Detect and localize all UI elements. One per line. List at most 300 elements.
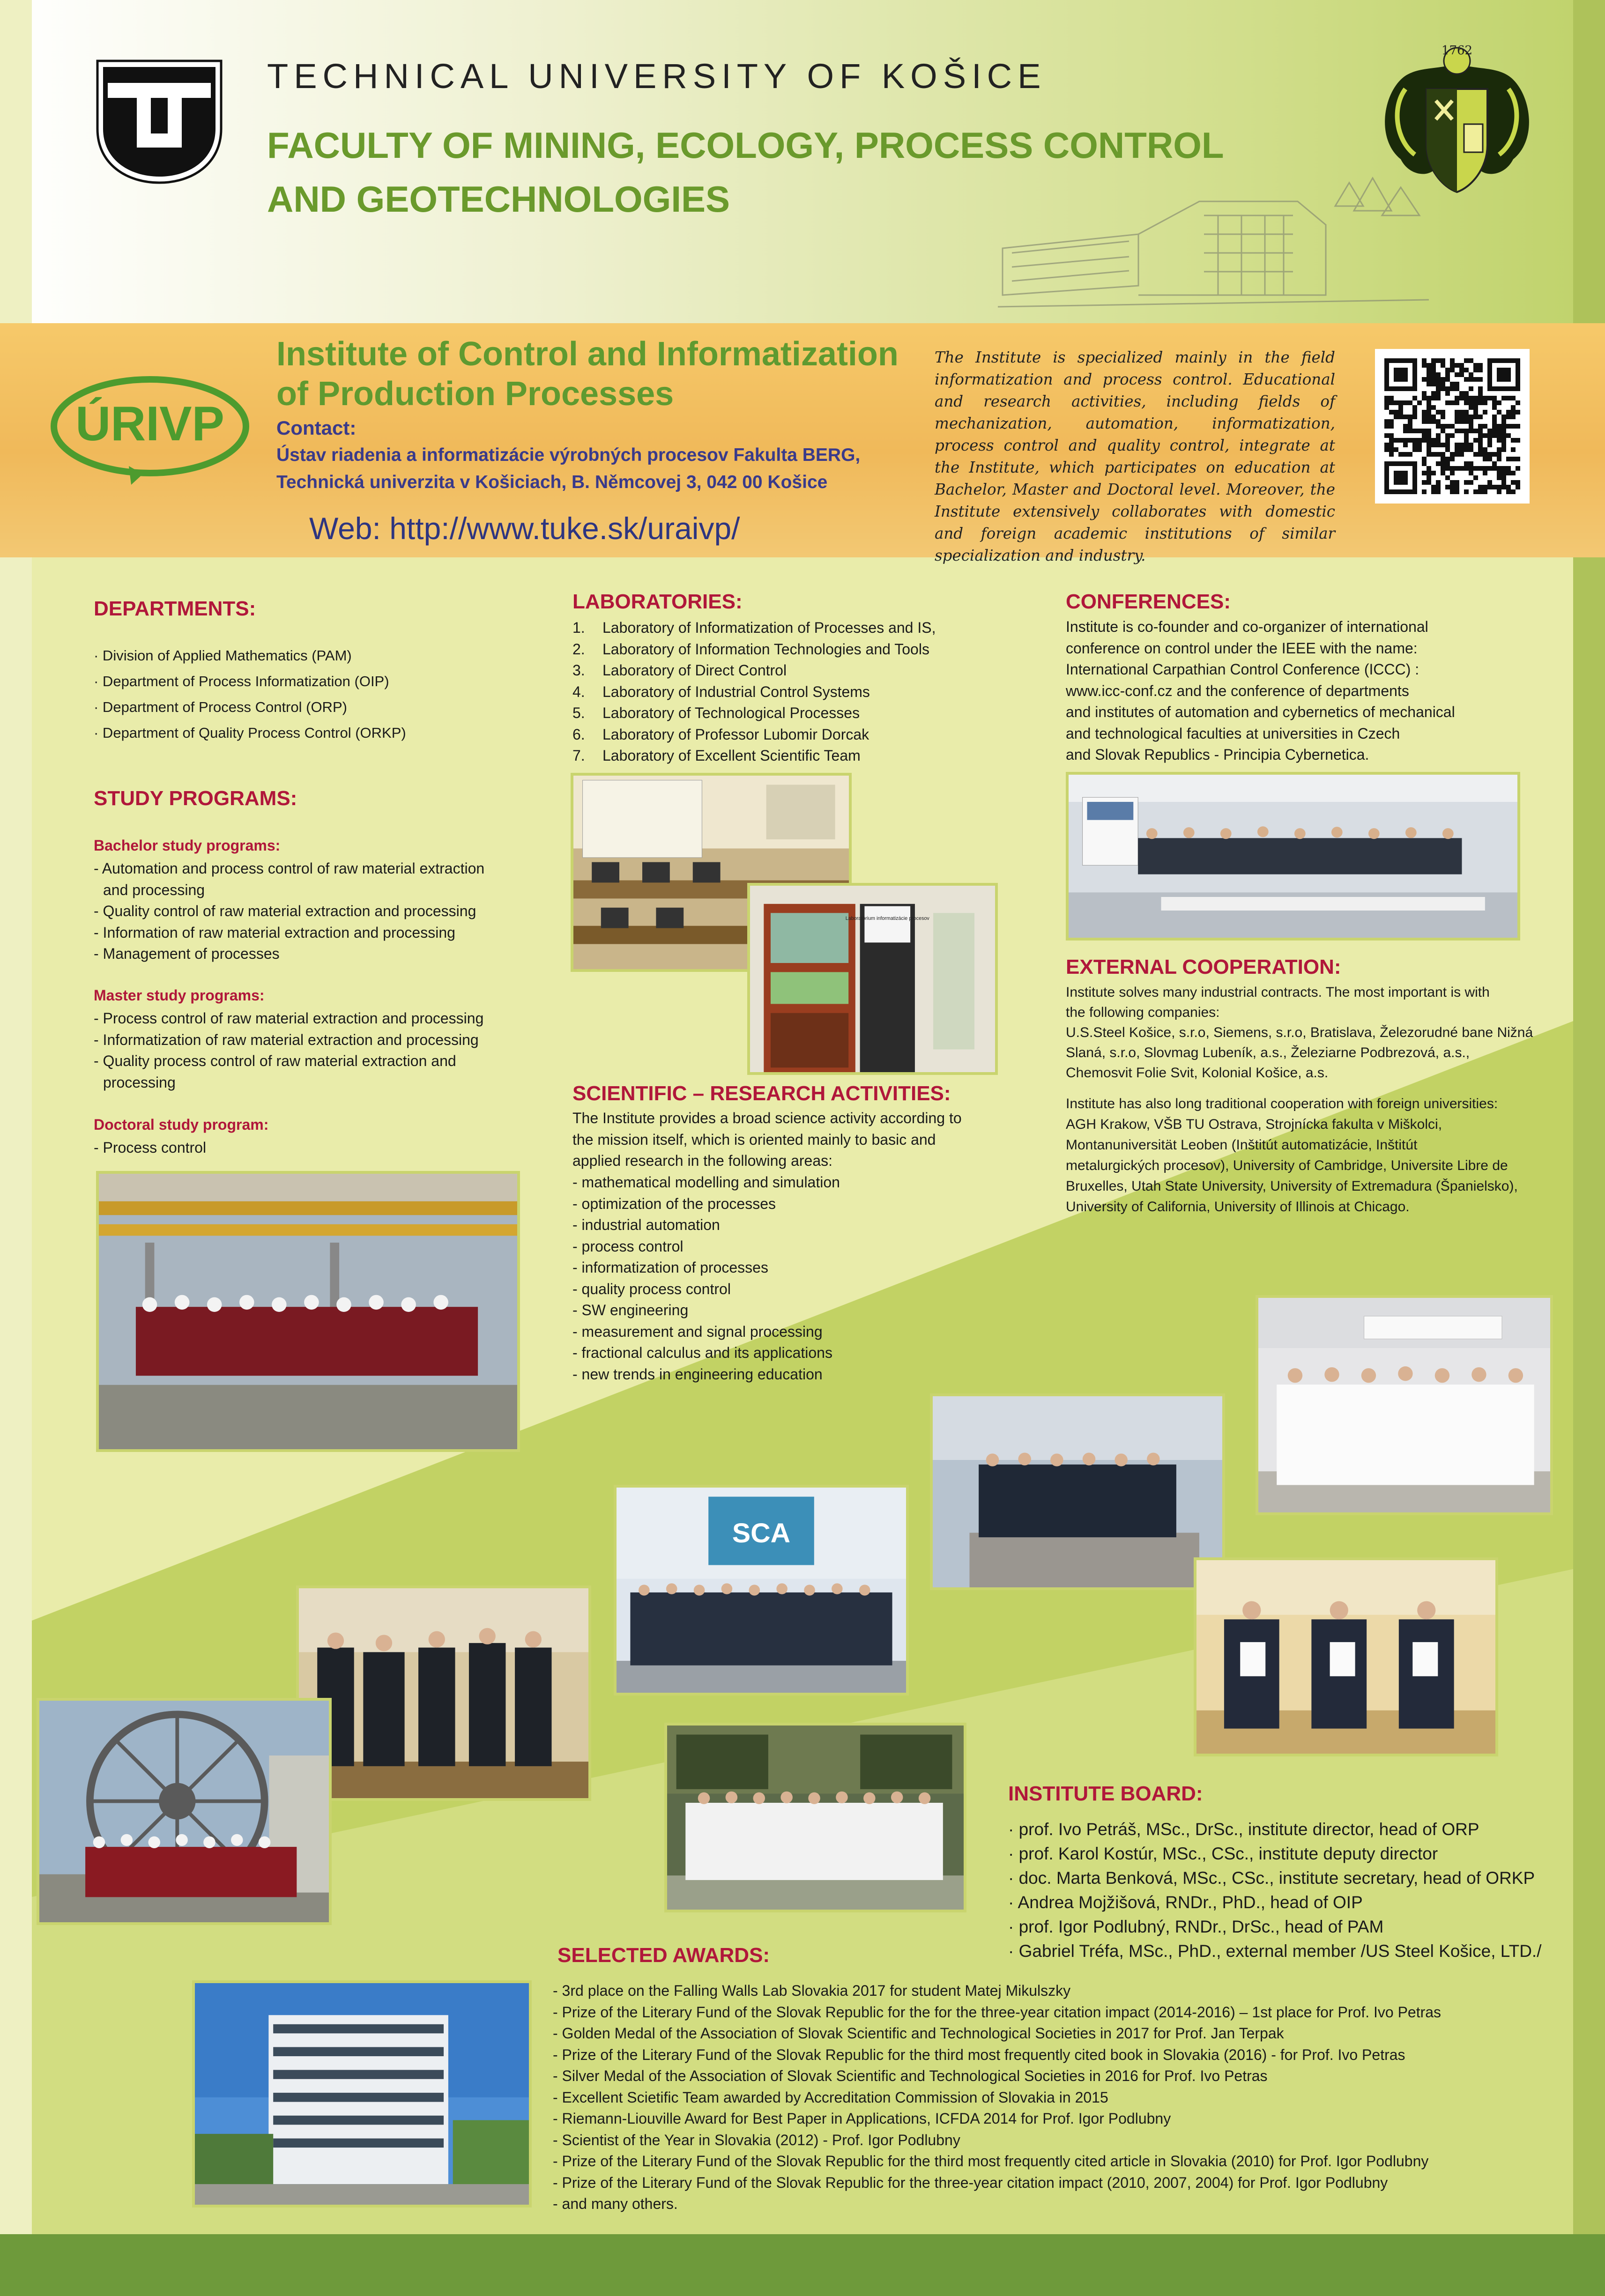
qr-module [1408,424,1412,429]
qr-module [1431,415,1436,419]
list-item: - SW engineering [572,1302,689,1318]
master-list [94,1008,483,1093]
qr-module [1473,368,1478,372]
qr-module [1497,438,1501,443]
qr-module [1459,391,1464,396]
qr-module [1450,358,1455,363]
uraivp-logo [49,370,251,487]
sca-visit-photo [614,1485,909,1696]
qr-module [1431,372,1436,377]
laboratories-list [572,617,936,767]
qr-module [1455,419,1459,424]
qr-module [1469,471,1473,475]
qr-module [1492,461,1497,466]
qr-module [1431,396,1436,400]
qr-module [1492,485,1497,489]
qr-module [1403,415,1408,419]
qr-module [1422,415,1427,419]
qr-module [1445,443,1450,447]
qr-module [1464,396,1469,400]
qr-module [1497,424,1501,429]
lab-sign: Laboratórium informatizácie procesov [845,915,929,921]
qr-module [1516,438,1520,443]
external-companies: U.S.Steel Košice, s.r.o, Siemens, s.r.o, Bratislava, Železorudné bane Nižná Slaná, s.r.o, Slovmag Lubeník, a.s., Železiarne Podbrezová, a.s., Chemosvit Folie Svit, Kolonial Košice, a.s. [1066,1025,1533,1081]
tu-kosice-logo [94,59,225,185]
qr-module [1445,377,1450,382]
qr-module [1478,363,1483,368]
qr-module [1487,466,1492,471]
qr-module [1445,400,1450,405]
qr-module [1483,489,1487,494]
departments-heading: DEPARTMENTS: [94,597,256,620]
qr-module [1473,400,1478,405]
qr-module [1427,480,1431,485]
qr-module [1501,475,1506,480]
qr-module [1445,466,1450,471]
qr-module [1511,405,1516,410]
qr-module [1441,443,1445,447]
qr-module [1511,447,1516,452]
qr-module [1398,415,1403,419]
qr-module [1431,452,1436,457]
qr-module [1431,471,1436,475]
students-group-photo [96,1171,520,1452]
list-item: - Management of processes [94,945,280,962]
qr-module [1501,438,1506,443]
department-item: · Department of Process Informatization (OIP) [94,673,389,689]
qr-module [1450,457,1455,461]
qr-module [1441,429,1445,433]
qr-module [1408,438,1412,443]
bottom-bar [0,2234,1605,2296]
qr-module [1492,452,1497,457]
list-item: - fractional calculus and its applications [572,1344,832,1361]
list-item: 3. Laboratory of Direct Control [572,662,787,679]
qr-module [1436,438,1441,443]
qr-module [1478,391,1483,396]
list-item: - Prize of the Literary Fund of the Slovak Republic for the third most frequently cited book in Slovakia (2016) - for Prof. Ivo Petras [553,2046,1405,2063]
list-item: - Informatization of raw material extraction and processing [94,1031,479,1048]
list-item: - and many others. [553,2195,678,2212]
qr-module [1506,433,1511,438]
qr-module [1501,480,1506,485]
qr-module [1501,429,1506,433]
qr-module [1431,358,1436,363]
qr-module [1422,480,1427,485]
qr-module [1450,489,1455,494]
qr-module [1417,429,1422,433]
qr-module [1511,457,1516,461]
qr-module [1501,485,1506,489]
qr-module [1412,429,1417,433]
qr-module [1455,466,1459,471]
qr-module [1501,415,1506,419]
qr-module [1455,489,1459,494]
qr-module [1403,452,1408,457]
awards-heading: SELECTED AWARDS: [557,1944,770,1967]
qr-module [1436,410,1441,415]
qr-module [1492,396,1497,400]
qr-module [1384,433,1389,438]
qr-module [1487,438,1492,443]
qr-module [1403,400,1408,405]
qr-module [1408,419,1412,424]
qr-code[interactable] [1375,349,1530,504]
qr-module [1469,396,1473,400]
qr-module [1412,405,1417,410]
qr-module [1445,372,1450,377]
qr-module [1516,480,1520,485]
qr-module [1427,447,1431,452]
contact-heading: Contact: [276,417,357,439]
list-item: - 3rd place on the Falling Walls Lab Slovakia 2017 for student Matej Mikulszky [553,1982,1071,1999]
qr-module [1511,471,1516,475]
qr-module [1469,443,1473,447]
qr-module [1412,410,1417,415]
qr-module [1487,485,1492,489]
qr-module [1506,471,1511,475]
list-item: · doc. Marta Benková, MSc., CSc., institute secretary, head of ORKP [1008,1868,1535,1888]
qr-module [1431,391,1436,396]
qr-module [1450,424,1455,429]
faculty-title-line1: FACULTY OF MINING, ECOLOGY, PROCESS CONTROL [267,125,1224,166]
doctoral-list [94,1137,206,1159]
conferences-heading: CONFERENCES: [1066,590,1231,613]
qr-module [1469,429,1473,433]
list-item: - informatization of processes [572,1259,768,1276]
list-item: - Process control [94,1139,207,1156]
qr-module [1422,391,1427,396]
study-programs-heading: STUDY PROGRAMS: [94,787,297,810]
qr-module [1478,400,1483,405]
qr-module [1464,419,1469,424]
qr-module [1483,471,1487,475]
list-item: · prof. Igor Podlubný, RNDr., DrSc., head of PAM [1008,1917,1384,1936]
qr-module [1483,452,1487,457]
list-item: - Quality control of raw material extraction and processing [94,903,476,919]
qr-module [1436,485,1441,489]
university-name: TECHNICAL UNIVERSITY OF KOŠICE [267,57,1047,96]
qr-module [1497,471,1501,475]
scientific-list [572,1172,840,1385]
contact-address-line2: Technická univerzita v Košiciach, B. Němcovej 3, 042 00 Košice [276,472,828,492]
list-item: processing [103,1074,176,1091]
list-item: 7. Laboratory of Excellent Scientific Team [572,747,861,764]
qr-module [1492,405,1497,410]
qr-module [1427,363,1431,368]
qr-module [1389,447,1394,452]
qr-module [1436,489,1441,494]
qr-module [1455,429,1459,433]
qr-module [1441,415,1445,419]
qr-module [1455,485,1459,489]
qr-module [1398,452,1403,457]
qr-module [1469,415,1473,419]
qr-module [1459,419,1464,424]
bachelor-heading: Bachelor study programs: [94,837,281,854]
qr-module [1422,410,1427,415]
qr-module [1441,410,1445,415]
list-item: and processing [103,881,205,898]
list-item: 2. Laboratory of Information Technologies and Tools [572,640,929,658]
list-item: - quality process control [572,1280,731,1297]
qr-module [1506,485,1511,489]
qr-module [1464,410,1469,415]
qr-module [1436,396,1441,400]
list-item: - Automation and process control of raw material extraction [94,860,485,877]
qr-module [1450,433,1455,438]
qr-module [1422,433,1427,438]
building-sketch [998,173,1429,314]
qr-module [1431,438,1436,443]
doctoral-heading: Doctoral study program: [94,1116,269,1133]
qr-module [1427,396,1431,400]
qr-module [1436,382,1441,386]
qr-module [1492,466,1497,471]
qr-module [1497,452,1501,457]
qr-module [1422,489,1427,494]
qr-module [1427,372,1431,377]
qr-module [1473,410,1478,415]
qr-module [1455,363,1459,368]
qr-module [1455,480,1459,485]
qr-module [1427,429,1431,433]
qr-module [1422,419,1427,424]
qr-module [1412,438,1417,443]
qr-module [1441,358,1445,363]
qr-module [1422,358,1427,363]
qr-module [1459,396,1464,400]
uraivp-logo-text: ÚRIVP [75,397,224,451]
list-item: - new trends in engineering education [572,1365,823,1383]
qr-module [1459,447,1464,452]
qr-module [1483,457,1487,461]
qr-module [1506,466,1511,471]
qr-module [1389,424,1394,429]
qr-module [1436,377,1441,382]
external-cooperation-heading: EXTERNAL COOPERATION: [1066,955,1341,978]
list-item: - Excellent Scietific Team awarded by Accreditation Commission of Slovakia in 2015 [553,2089,1108,2106]
qr-module [1441,461,1445,466]
qr-module [1506,410,1511,415]
qr-module [1455,400,1459,405]
qr-module [1506,396,1511,400]
qr-module [1417,438,1422,443]
qr-module [1473,475,1478,480]
qr-module [1483,396,1487,400]
list-item: 6. Laboratory of Professor Lubomir Dorcak [572,726,869,743]
qr-module [1469,447,1473,452]
qr-module [1450,386,1455,391]
qr-module [1441,382,1445,386]
qr-module [1497,433,1501,438]
qr-module [1497,466,1501,471]
qr-module [1441,452,1445,457]
list-item: 4. Laboratory of Industrial Control Systems [572,683,870,700]
qr-module [1445,485,1450,489]
institute-title-line2: of Production Processes [276,375,674,413]
qr-module [1450,452,1455,457]
qr-module [1403,438,1408,443]
qr-module [1384,405,1389,410]
qr-module [1501,433,1506,438]
qr-module [1483,410,1487,415]
list-item: - process control [572,1237,684,1255]
qr-module [1431,419,1436,424]
qr-module [1487,452,1492,457]
qr-module [1497,475,1501,480]
qr-module [1455,372,1459,377]
qr-module [1464,358,1469,363]
qr-module [1483,400,1487,405]
qr-module [1450,471,1455,475]
qr-module [1478,489,1483,494]
external-intro: Institute solves many industrial contracts. The most important is with the following companies: [1066,985,1490,1020]
qr-module [1436,386,1441,391]
qr-module [1469,405,1473,410]
qr-module [1427,443,1431,447]
scientific-intro: The Institute provides a broad science activity according to the mission itself, which is oriented mainly to basic and applied research in the following areas: [572,1110,962,1169]
qr-module [1455,410,1459,415]
qr-module [1459,415,1464,419]
qr-module [1464,429,1469,433]
qr-module [1464,480,1469,485]
qr-module [1427,368,1431,372]
qr-module [1501,443,1506,447]
qr-module [1450,363,1455,368]
qr-module [1492,415,1497,419]
qr-module [1469,419,1473,424]
qr-module [1417,400,1422,405]
qr-module [1394,400,1398,405]
qr-module [1511,424,1516,429]
qr-module [1450,400,1455,405]
website-link[interactable]: Web: http://www.tuke.sk/uraivp/ [309,511,740,546]
qr-module [1483,466,1487,471]
qr-module [1511,396,1516,400]
qr-module [1506,489,1511,494]
qr-module [1459,466,1464,471]
qr-module [1384,396,1389,400]
qr-module [1478,396,1483,400]
qr-module [1384,443,1389,447]
qr-module [1478,386,1483,391]
mining-wheel-photo [37,1698,332,1925]
qr-module [1422,396,1427,400]
qr-module [1441,466,1445,471]
qr-module [1501,424,1506,429]
qr-module [1436,480,1441,485]
qr-module [1427,377,1431,382]
qr-module [1450,485,1455,489]
award-ceremony-photo [1194,1557,1498,1756]
qr-module [1506,457,1511,461]
qr-module [1422,461,1427,466]
qr-module [1464,415,1469,419]
contact-address-line1: Ústav riadenia a informatizácie výrobných procesov Fakulta BERG, [276,445,861,465]
department-item: · Department of Process Control (ORP) [94,699,347,715]
qr-module [1506,424,1511,429]
qr-module [1389,443,1394,447]
qr-module [1408,415,1412,419]
qr-module [1492,424,1497,429]
list-item: - Silver Medal of the Association of Slovak Scientific and Technological Societies in 2016 for Prof. Ivo Petras [553,2067,1268,2084]
qr-module [1422,457,1427,461]
list-item: - mathematical modelling and simulation [572,1174,840,1191]
qr-module [1464,377,1469,382]
qr-module [1422,438,1427,443]
qr-module [1398,410,1403,415]
qr-module [1501,471,1506,475]
qr-module [1473,377,1478,382]
qr-module [1445,391,1450,396]
list-item: - optimization of the processes [572,1195,776,1212]
qr-module [1398,405,1403,410]
qr-module [1417,447,1422,452]
qr-module [1516,466,1520,471]
qr-module [1492,400,1497,405]
qr-module [1487,433,1492,438]
qr-finder [1394,471,1408,485]
qr-module [1441,386,1445,391]
qr-module [1487,429,1492,433]
qr-module [1497,485,1501,489]
qr-module [1431,368,1436,372]
list-item: - measurement and signal processing [572,1323,823,1340]
qr-module [1427,410,1431,415]
qr-module [1469,372,1473,377]
qr-module [1478,447,1483,452]
list-item: 1. Laboratory of Informatization of Processes and IS, [572,619,936,636]
qr-module [1445,475,1450,480]
qr-module [1408,452,1412,457]
qr-module [1464,400,1469,405]
qr-module [1516,424,1520,429]
qr-module [1431,489,1436,494]
qr-module [1478,415,1483,419]
qr-module [1422,377,1427,382]
conference-photo [1066,772,1520,941]
qr-module [1469,358,1473,363]
qr-module [1483,485,1487,489]
qr-module [1408,400,1412,405]
qr-module [1469,461,1473,466]
qr-module [1431,485,1436,489]
qr-module [1398,438,1403,443]
qr-module [1497,457,1501,461]
list-item: 5. Laboratory of Technological Processes [572,704,860,721]
qr-module [1427,452,1431,457]
qr-finder [1497,368,1511,382]
list-item: - Quality process control of raw material extraction and [94,1052,456,1069]
qr-module [1469,377,1473,382]
qr-module [1455,447,1459,452]
qr-module [1436,452,1441,457]
qr-module [1478,452,1483,457]
company-visit-photo [1256,1295,1553,1515]
qr-module [1436,461,1441,466]
qr-module [1478,443,1483,447]
departments-list [94,643,406,746]
qr-module [1459,363,1464,368]
qr-module [1403,443,1408,447]
qr-module [1427,466,1431,471]
qr-finder [1394,368,1408,382]
qr-module [1427,405,1431,410]
qr-module [1473,466,1478,471]
qr-module [1501,396,1506,400]
qr-module [1501,466,1506,471]
